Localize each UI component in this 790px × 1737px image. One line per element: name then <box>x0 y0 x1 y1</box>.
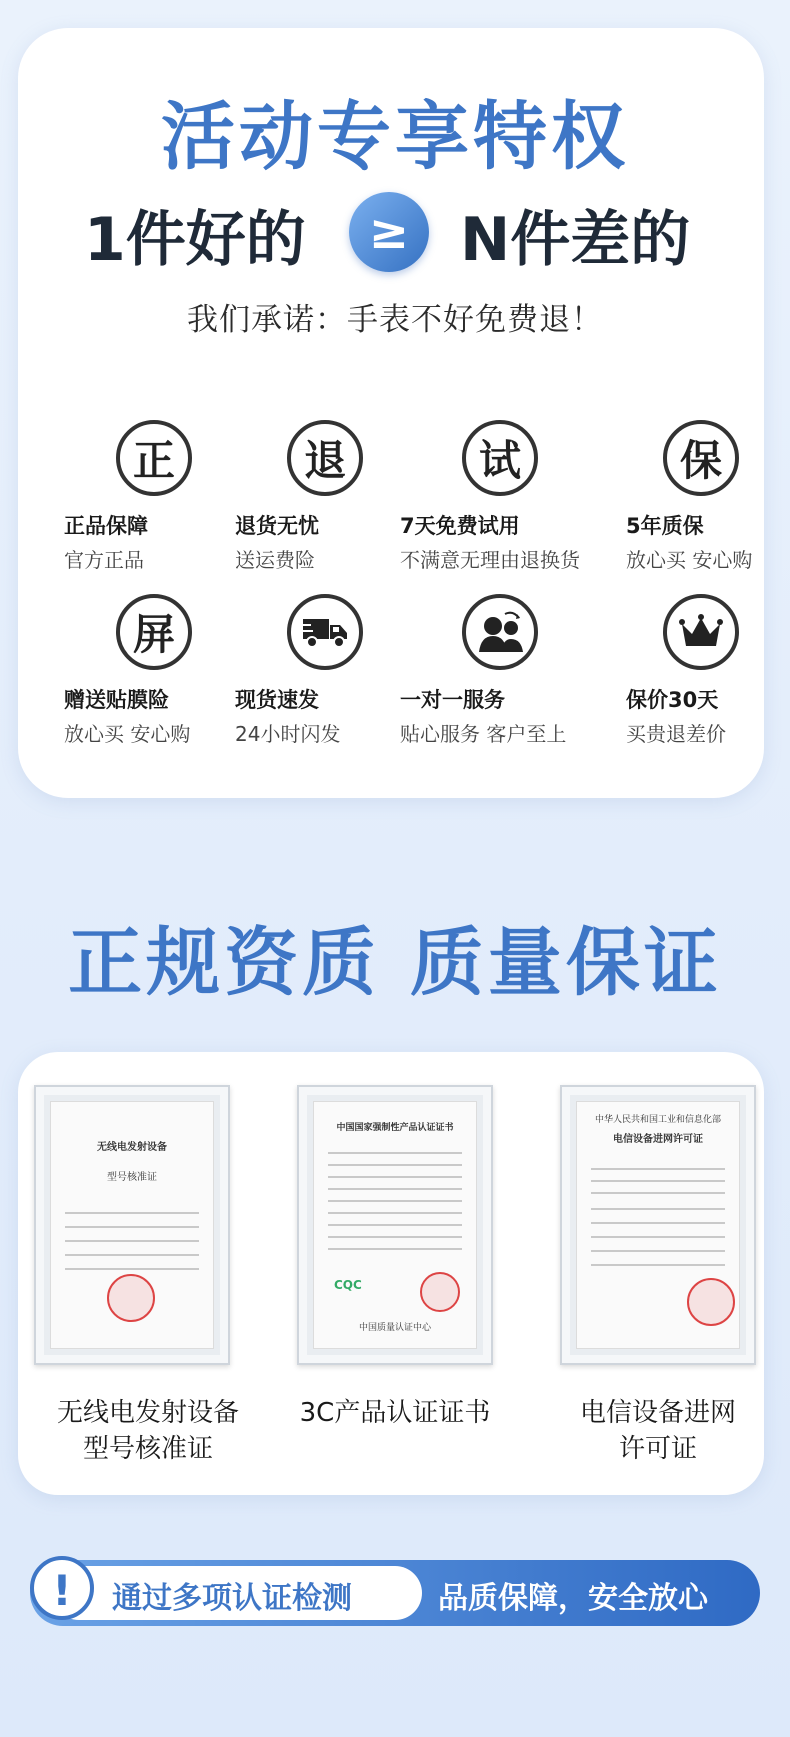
feature-title: 7天免费试用 <box>400 514 520 538</box>
feature-screen <box>64 594 244 747</box>
feature-shipping <box>235 594 415 747</box>
caption-line: 无线电发射设备 <box>56 1398 239 1428</box>
promo-title: 活动专享特权 <box>161 94 629 180</box>
service-icon <box>462 594 538 670</box>
cert-doc-title: 中华人民共和国工业和信息化部 <box>594 1115 721 1125</box>
ccc-logo-icon: CQC <box>334 1278 362 1292</box>
feature-sub: 买贵退差价 <box>626 722 726 746</box>
trial-icon: 试 <box>462 420 538 496</box>
caption-line: 许可证 <box>618 1434 697 1464</box>
warranty-icon: 保 <box>663 420 739 496</box>
feature-sub: 不满意无理由退换货 <box>400 548 580 572</box>
feature-sub: 官方正品 <box>64 548 144 572</box>
feature-title: 保价30天 <box>626 688 719 712</box>
compare-right: N件差的 <box>460 205 691 275</box>
promise-text: 我们承诺：手表不好免费退！ <box>187 302 603 338</box>
cert-doc-sub: 电信设备进网许可证 <box>613 1134 703 1145</box>
feature-price <box>626 594 776 747</box>
feature-warranty <box>626 420 776 573</box>
3c-certificate-image <box>297 1085 493 1365</box>
cert-doc-title: 中国国家强制性产品认证证书 <box>336 1123 454 1133</box>
feature-return <box>235 420 415 573</box>
screen-icon: 屏 <box>116 594 192 670</box>
radio-certificate-image <box>34 1085 230 1365</box>
caption-line: 电信设备进网 <box>579 1398 736 1428</box>
red-seal-icon <box>687 1278 735 1326</box>
feature-title: 退货无忧 <box>235 514 319 538</box>
telecom-certificate-image <box>560 1085 756 1365</box>
feature-sub: 放心买 安心购 <box>626 548 753 572</box>
feature-service <box>400 594 600 747</box>
quality-title: 正规资质 质量保证 <box>68 920 722 1006</box>
feature-title: 5年质保 <box>626 514 704 538</box>
cert-caption-3c <box>265 1395 525 1431</box>
feature-sub: 放心买 安心购 <box>64 722 191 746</box>
genuine-icon: 正 <box>116 420 192 496</box>
return-icon: 退 <box>287 420 363 496</box>
feature-sub: 送运费险 <box>235 548 315 572</box>
banner-left-text: 通过多项认证检测 <box>112 1581 352 1616</box>
feature-title: 赠送贴膜险 <box>64 688 169 712</box>
feature-trial <box>400 420 600 573</box>
cert-caption-telecom <box>528 1395 788 1467</box>
compare-left: 1件好的 <box>84 205 306 275</box>
feature-title: 正品保障 <box>64 514 148 538</box>
cert-doc-sub: 型号核准证 <box>107 1172 157 1183</box>
red-seal-icon <box>107 1274 155 1322</box>
exclamation-icon: ! <box>30 1556 94 1620</box>
cert-caption-radio <box>18 1395 278 1467</box>
cert-doc-sub: 中国质量认证中心 <box>358 1323 431 1333</box>
greater-equal-icon: ≥ <box>349 192 429 272</box>
red-seal-icon <box>420 1272 460 1312</box>
feature-title: 一对一服务 <box>400 688 505 712</box>
feature-title: 现货速发 <box>235 688 319 712</box>
compare-row <box>0 188 790 278</box>
feature-sub: 24小时闪发 <box>235 722 341 746</box>
crown-icon <box>663 594 739 670</box>
feature-sub: 贴心服务 客户至上 <box>400 722 567 746</box>
cert-doc-title: 无线电发射设备 <box>97 1142 167 1153</box>
caption-line: 3C产品认证证书 <box>299 1398 491 1428</box>
caption-line: 型号核准证 <box>82 1434 213 1464</box>
feature-genuine <box>64 420 244 573</box>
truck-icon <box>287 594 363 670</box>
banner-right-text: 品质保障，安全放心 <box>438 1581 708 1616</box>
